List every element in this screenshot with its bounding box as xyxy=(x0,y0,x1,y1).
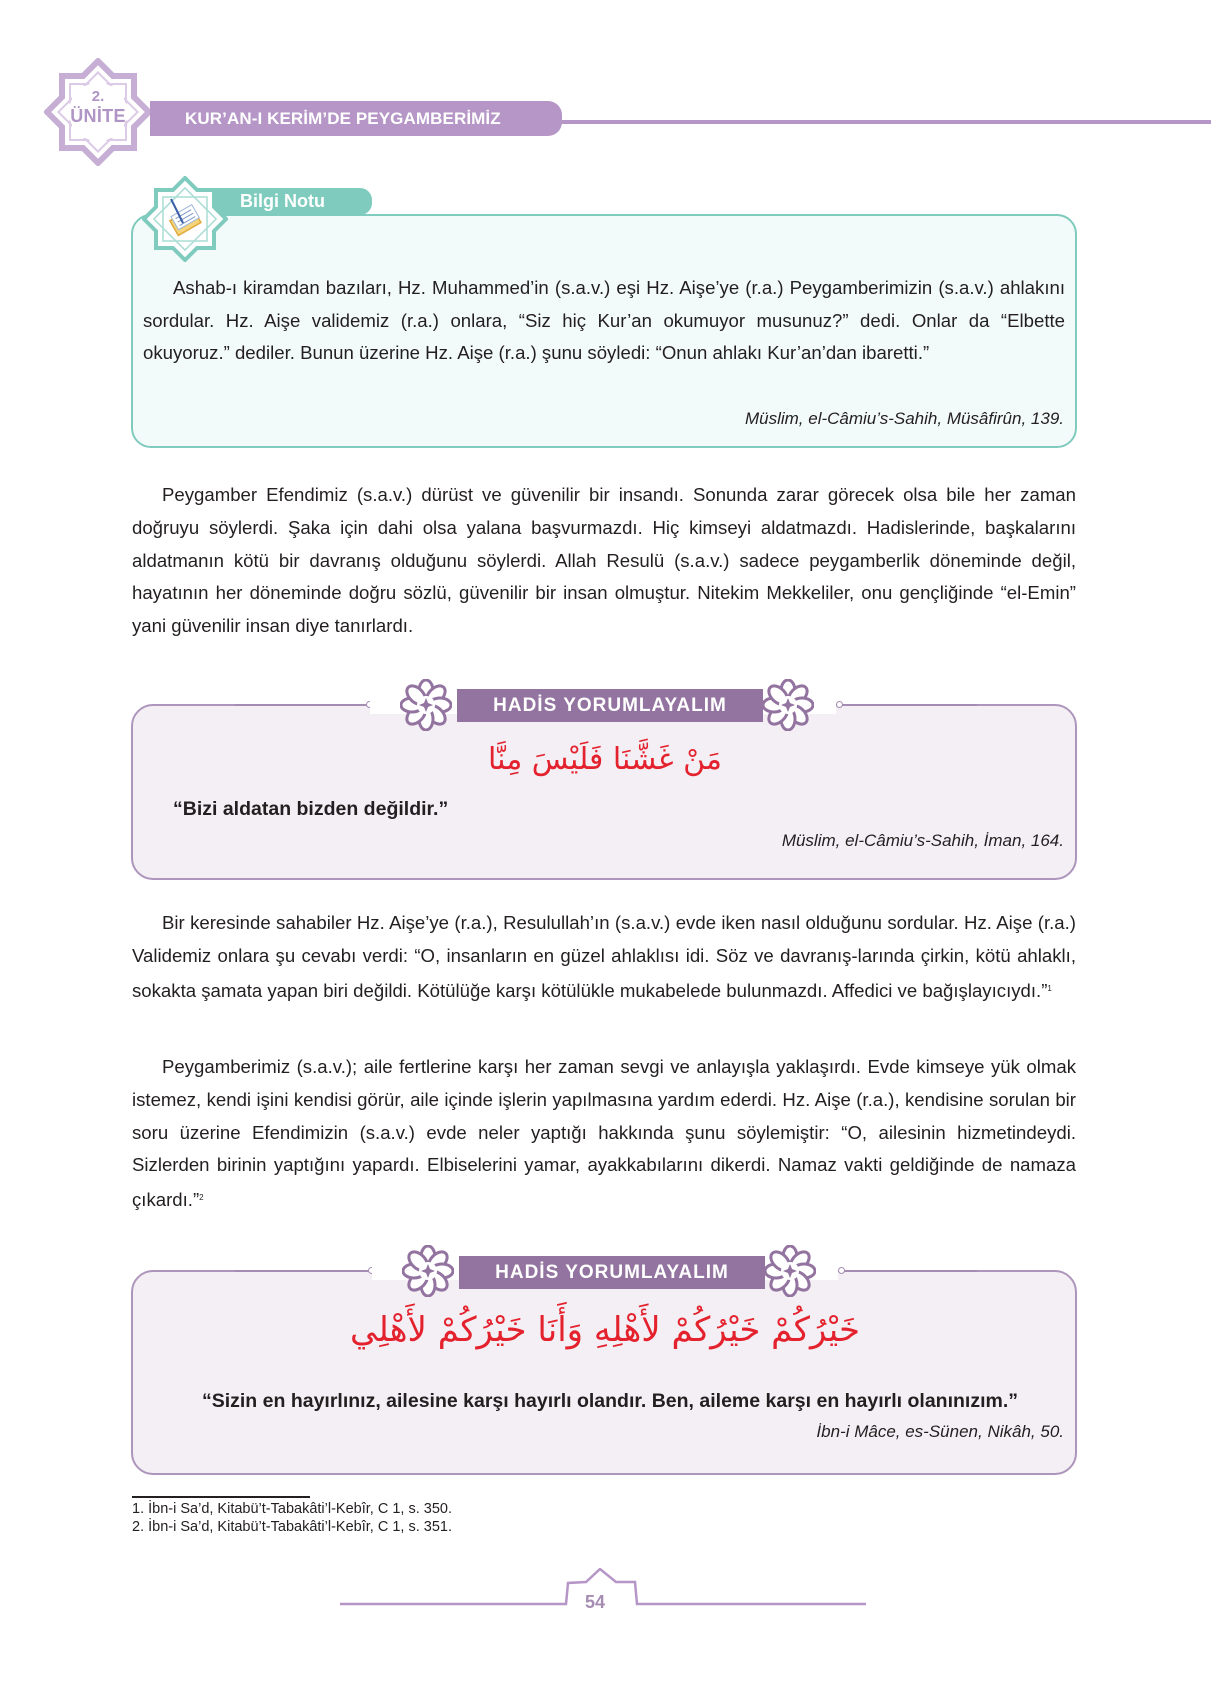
hadis-1-arabic: مَنْ غَشَّنَا فَلَيْسَ مِنَّا xyxy=(488,742,722,777)
footnote-rule xyxy=(132,1496,310,1498)
info-note-title: Bilgi Notu xyxy=(240,191,325,211)
hadis-2-banner-label: HADİS YORUMLAYALIM xyxy=(495,1262,729,1283)
hadis-1-rule-left xyxy=(235,704,367,706)
info-note-text xyxy=(143,272,1065,370)
hadis-1-banner-label: HADİS YORUMLAYALIM xyxy=(493,695,727,716)
header-rule xyxy=(555,120,1211,124)
hadis-1-translation: “Bizi aldatan bizden değildir.” xyxy=(173,798,449,820)
hadis-1-rule-right xyxy=(843,704,977,706)
info-note-citation: Müslim, el-Câmiu’s-Sahih, Müsâfirûn, 139. xyxy=(744,409,1064,428)
unit-number: 2. xyxy=(91,88,105,105)
rosette-icon xyxy=(402,1245,454,1297)
hadis-2-citation: İbn-i Mâce, es-Sünen, Nikâh, 50. xyxy=(816,1422,1064,1441)
footnote-1: 1. İbn-i Sa’d, Kitabü’t-Tabakâti’l-Kebîr, C 1, s. 350. xyxy=(132,1501,452,1517)
hadis-2-dot-right xyxy=(838,1267,845,1274)
footnote-2: 2. İbn-i Sa’d, Kitabü’t-Tabakâti’l-Kebîr, C 1, s. 351. xyxy=(132,1519,452,1535)
chapter-title: KUR’AN-I KERİM’DE PEYGAMBERİMİZ xyxy=(185,109,501,128)
page-number: 54 xyxy=(585,1592,606,1612)
hadis-2-rule-right xyxy=(845,1270,977,1272)
body-paragraph-3: Peygamberimiz (s.a.v.); aile fertlerine karşı her zaman sevgi ve anlayışla yaklaşırdı. Evde kimseye yük olmak istemez, kendi işini kendisi görür, aile içinde işlerin yapılmasına yardım ederdi. Hz. Aişe (r.a.), kendisine sorulan bir soru üzerine Efendimizin (s.a.v.) evde neler yaptığı hakkında şunu söylemiştir: “O, ailesinin hizmetindeydi. Sizlerden birinin yaptığını yapardı. Elbiselerini yamar, ayakkabılarını dikerdi. Namaz vakti geldiğinde de namaza çıkardı.”$^2$ xyxy=(132,1056,1076,1211)
unit-label: ÜNİTE xyxy=(70,106,126,126)
unit-badge xyxy=(44,58,152,166)
hadis-1-citation: Müslim, el-Câmiu’s-Sahih, İman, 164. xyxy=(781,831,1064,850)
hadis-2-arabic: خَيْرُكُمْ خَيْرُكُمْ لأَهْلِهِ وَأَنَا خَيْرُكُمْ لأَهْلِي xyxy=(350,1310,860,1350)
hadis-box-1 xyxy=(131,704,1077,880)
rosette-icon xyxy=(400,679,452,731)
notebook-pen-icon xyxy=(142,176,228,262)
hadis-box-2 xyxy=(131,1270,1077,1475)
hadis-2-translation: “Sizin en hayırlınız, ailesine karşı hayırlı olandır. Ben, aileme karşı en hayırlı olanınızım.” xyxy=(201,1390,1019,1412)
rosette-icon xyxy=(764,1245,816,1297)
rosette-icon xyxy=(762,679,814,731)
info-note-body: Ashab-ı kiramdan bazıları, Hz. Muhammed’in (s.a.v.) eşi Hz. Aişe’ye (r.a.) Peygamberimizin (s.a.v.) ahlakını sordular. Hz. Aişe validemiz (r.a.) onlara, “Siz hiç Kur’an okumuyor musunuz?” dedi. Onlar da “Elbette okuyoruz.” dediler. Bunun üzerine Hz. Aişe (r.a.) şunu söyledi: “Onun ahlakı Kur’an’dan ibaretti.” xyxy=(143,277,1065,363)
body-paragraph-2: Bir keresinde sahabiler Hz. Aişe’ye (r.a.), Resulullah’ın (s.a.v.) evde iken nasıl olduğunu sordular. Hz. Aişe (r.a.) Validemiz onlara şu cevabı verdi: “O, insanların en güzel ahlaklısı idi. Söz ve davranış-larında çirkin, kötü ahlaklı, sokakta şamata yapan biri değildi. Kötülüğe karşı kötülükle mukabelede bulunmazdı. Affedici ve bağışlayıcıydı.”$^1$ xyxy=(132,912,1076,1001)
hadis-1-dot-right xyxy=(836,701,843,708)
footnote-ref-2[interactable]: 2 xyxy=(199,1193,204,1203)
footnote-ref-1[interactable]: 1 xyxy=(1047,983,1052,993)
body-paragraph-1: Peygamber Efendimiz (s.a.v.) dürüst ve güvenilir bir insandı. Sonunda zarar görecek olsa bile her zaman doğruyu söylerdi. Şaka için dahi olsa yalana başvurmazdı. Hiç kimseyi aldatmazdı. Hadislerinde, başkalarını aldatmanın kötü bir davranış olduğunu söylerdi. Allah Resulü (s.a.v.) sadece peygamberlik döneminde değil, hayatının her döneminde doğru sözlü, güvenilir bir insan olmuştur. Nitekim Mekkeliler, onu gençliğinde “el-Emin” yani güvenilir insan diye tanırlardı. xyxy=(132,484,1076,637)
hadis-2-rule-left xyxy=(235,1270,369,1272)
